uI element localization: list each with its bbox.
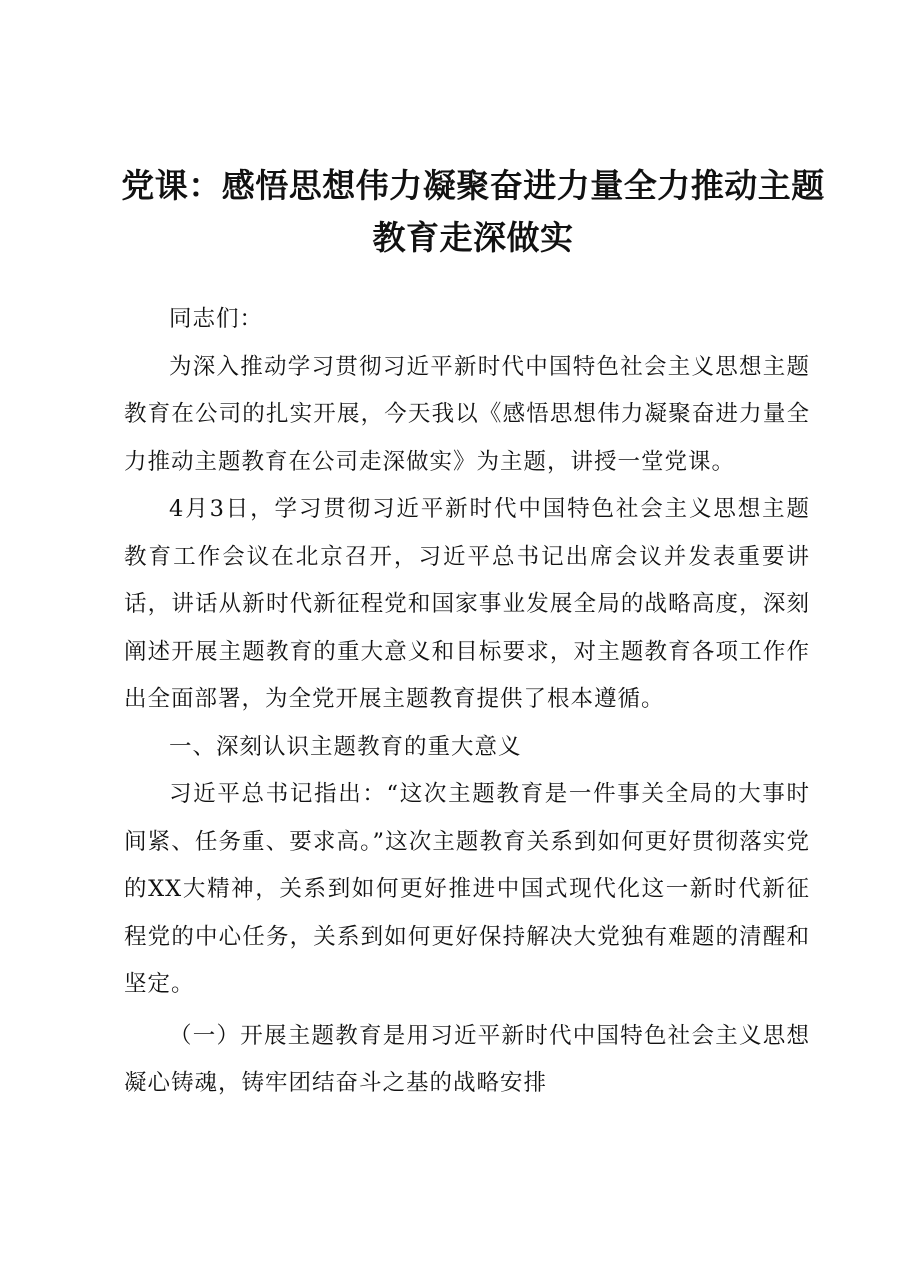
section-heading-1: 一、深刻认识主题教育的重大意义 [169, 733, 522, 760]
intro-paragraph: 为深入推动学习贯彻习近平新时代中国特色社会主义思想主题教育在公司的扎实开展，今天我以《感悟思想伟力凝聚奋进力量全力推动主题教育在公司走深做实》为主题，讲授一堂党课。 [124, 353, 810, 475]
document-title [110, 160, 836, 264]
background-paragraph: 4月3日，学习贯彻习近平新时代中国特色社会主义思想主题教育工作会议在北京召开，习近平总书记出席会议并发表重要讲话，讲话从新时代新征程党和国家事业发展全局的战略高度，深刻阐述开展主题教育的重大意义和目标要求，对主题教育各项工作作出全面部署，为全党开展主题教育提供了根本遵循。 [124, 496, 810, 712]
subsection-heading-1: （一）开展主题教育是用习近平新时代中国特色社会主义思想凝心铸魂，铸牢团结奋斗之基的战略安排 [124, 1022, 810, 1096]
salutation: 同志们： [169, 306, 264, 332]
document-body [124, 296, 810, 1108]
significance-paragraph: 习近平总书记指出：“这次主题教育是一件事关全局的大事时间紧、任务重、要求高。”这次主题教育关系到如何更好贯彻落实党的XX大精神，关系到如何更好推进中国式现代化这一新时代新征程党的中心任务，关系到如何更好保持解决大党独有难题的清醒和坚定。 [124, 781, 810, 997]
title-line-2: 教育走深做实 [372, 218, 574, 257]
title-line-1: 党课：感悟思想伟力凝聚奋进力量全力推动主题 [121, 166, 825, 205]
